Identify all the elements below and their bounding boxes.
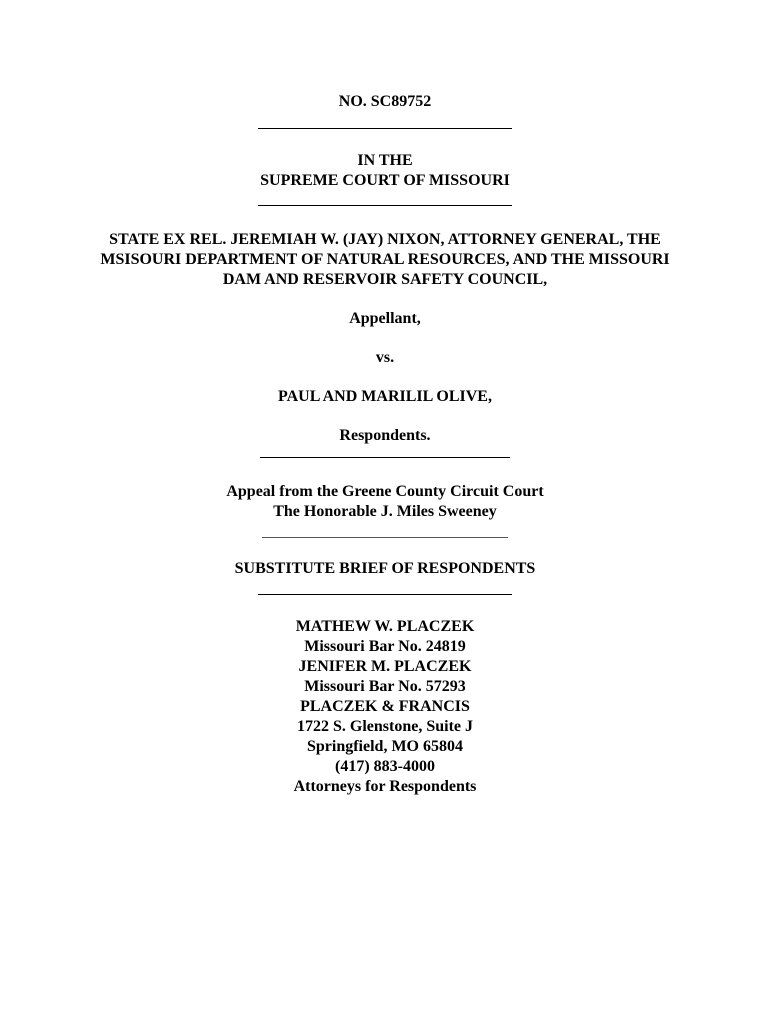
attorney-line: 1722 S. Glenstone, Suite J xyxy=(296,718,473,735)
appeal-line-2: The Honorable J. Miles Sweeney xyxy=(273,503,497,520)
appeal-line-1: Appeal from the Greene County Circuit Court xyxy=(226,483,544,500)
divider-rule xyxy=(258,594,512,595)
attorney-line: Missouri Bar No. 57293 xyxy=(304,678,466,695)
attorney-line: Missouri Bar No. 24819 xyxy=(304,638,466,655)
respondent-name: PAUL AND MARILIL OLIVE, xyxy=(278,388,492,405)
attorney-line: PLACZEK & FRANCIS xyxy=(300,698,470,715)
attorney-line: Springfield, MO 65804 xyxy=(306,738,463,755)
divider-rule xyxy=(260,457,510,458)
appellant-party-line-1: STATE EX REL. JEREMIAH W. (JAY) NIXON, ATTORNEY GENERAL, THE xyxy=(109,231,661,248)
appellant-role: Appellant, xyxy=(349,310,421,327)
brief-title: SUBSTITUTE BRIEF OF RESPONDENTS xyxy=(234,560,536,577)
case-number: NO. SC89752 xyxy=(338,93,432,110)
divider-rule xyxy=(262,537,508,538)
divider-rule xyxy=(258,128,512,129)
court-line-2: SUPREME COURT OF MISSOURI xyxy=(260,172,510,189)
appellant-party-line-3: DAM AND RESERVOIR SAFETY COUNCIL, xyxy=(222,271,548,288)
attorney-line: (417) 883-4000 xyxy=(335,758,435,775)
court-line-1: IN THE xyxy=(357,152,413,169)
divider-rule xyxy=(258,205,512,206)
attorney-line: MATHEW W. PLACZEK xyxy=(295,618,475,635)
versus-label: vs. xyxy=(375,349,395,366)
attorney-line: JENIFER M. PLACZEK xyxy=(298,658,472,675)
appellant-party-line-2: MSISOURI DEPARTMENT OF NATURAL RESOURCES, AND THE MISSOURI xyxy=(100,251,670,268)
respondent-role: Respondents. xyxy=(339,427,431,444)
attorney-line: Attorneys for Respondents xyxy=(293,778,477,795)
